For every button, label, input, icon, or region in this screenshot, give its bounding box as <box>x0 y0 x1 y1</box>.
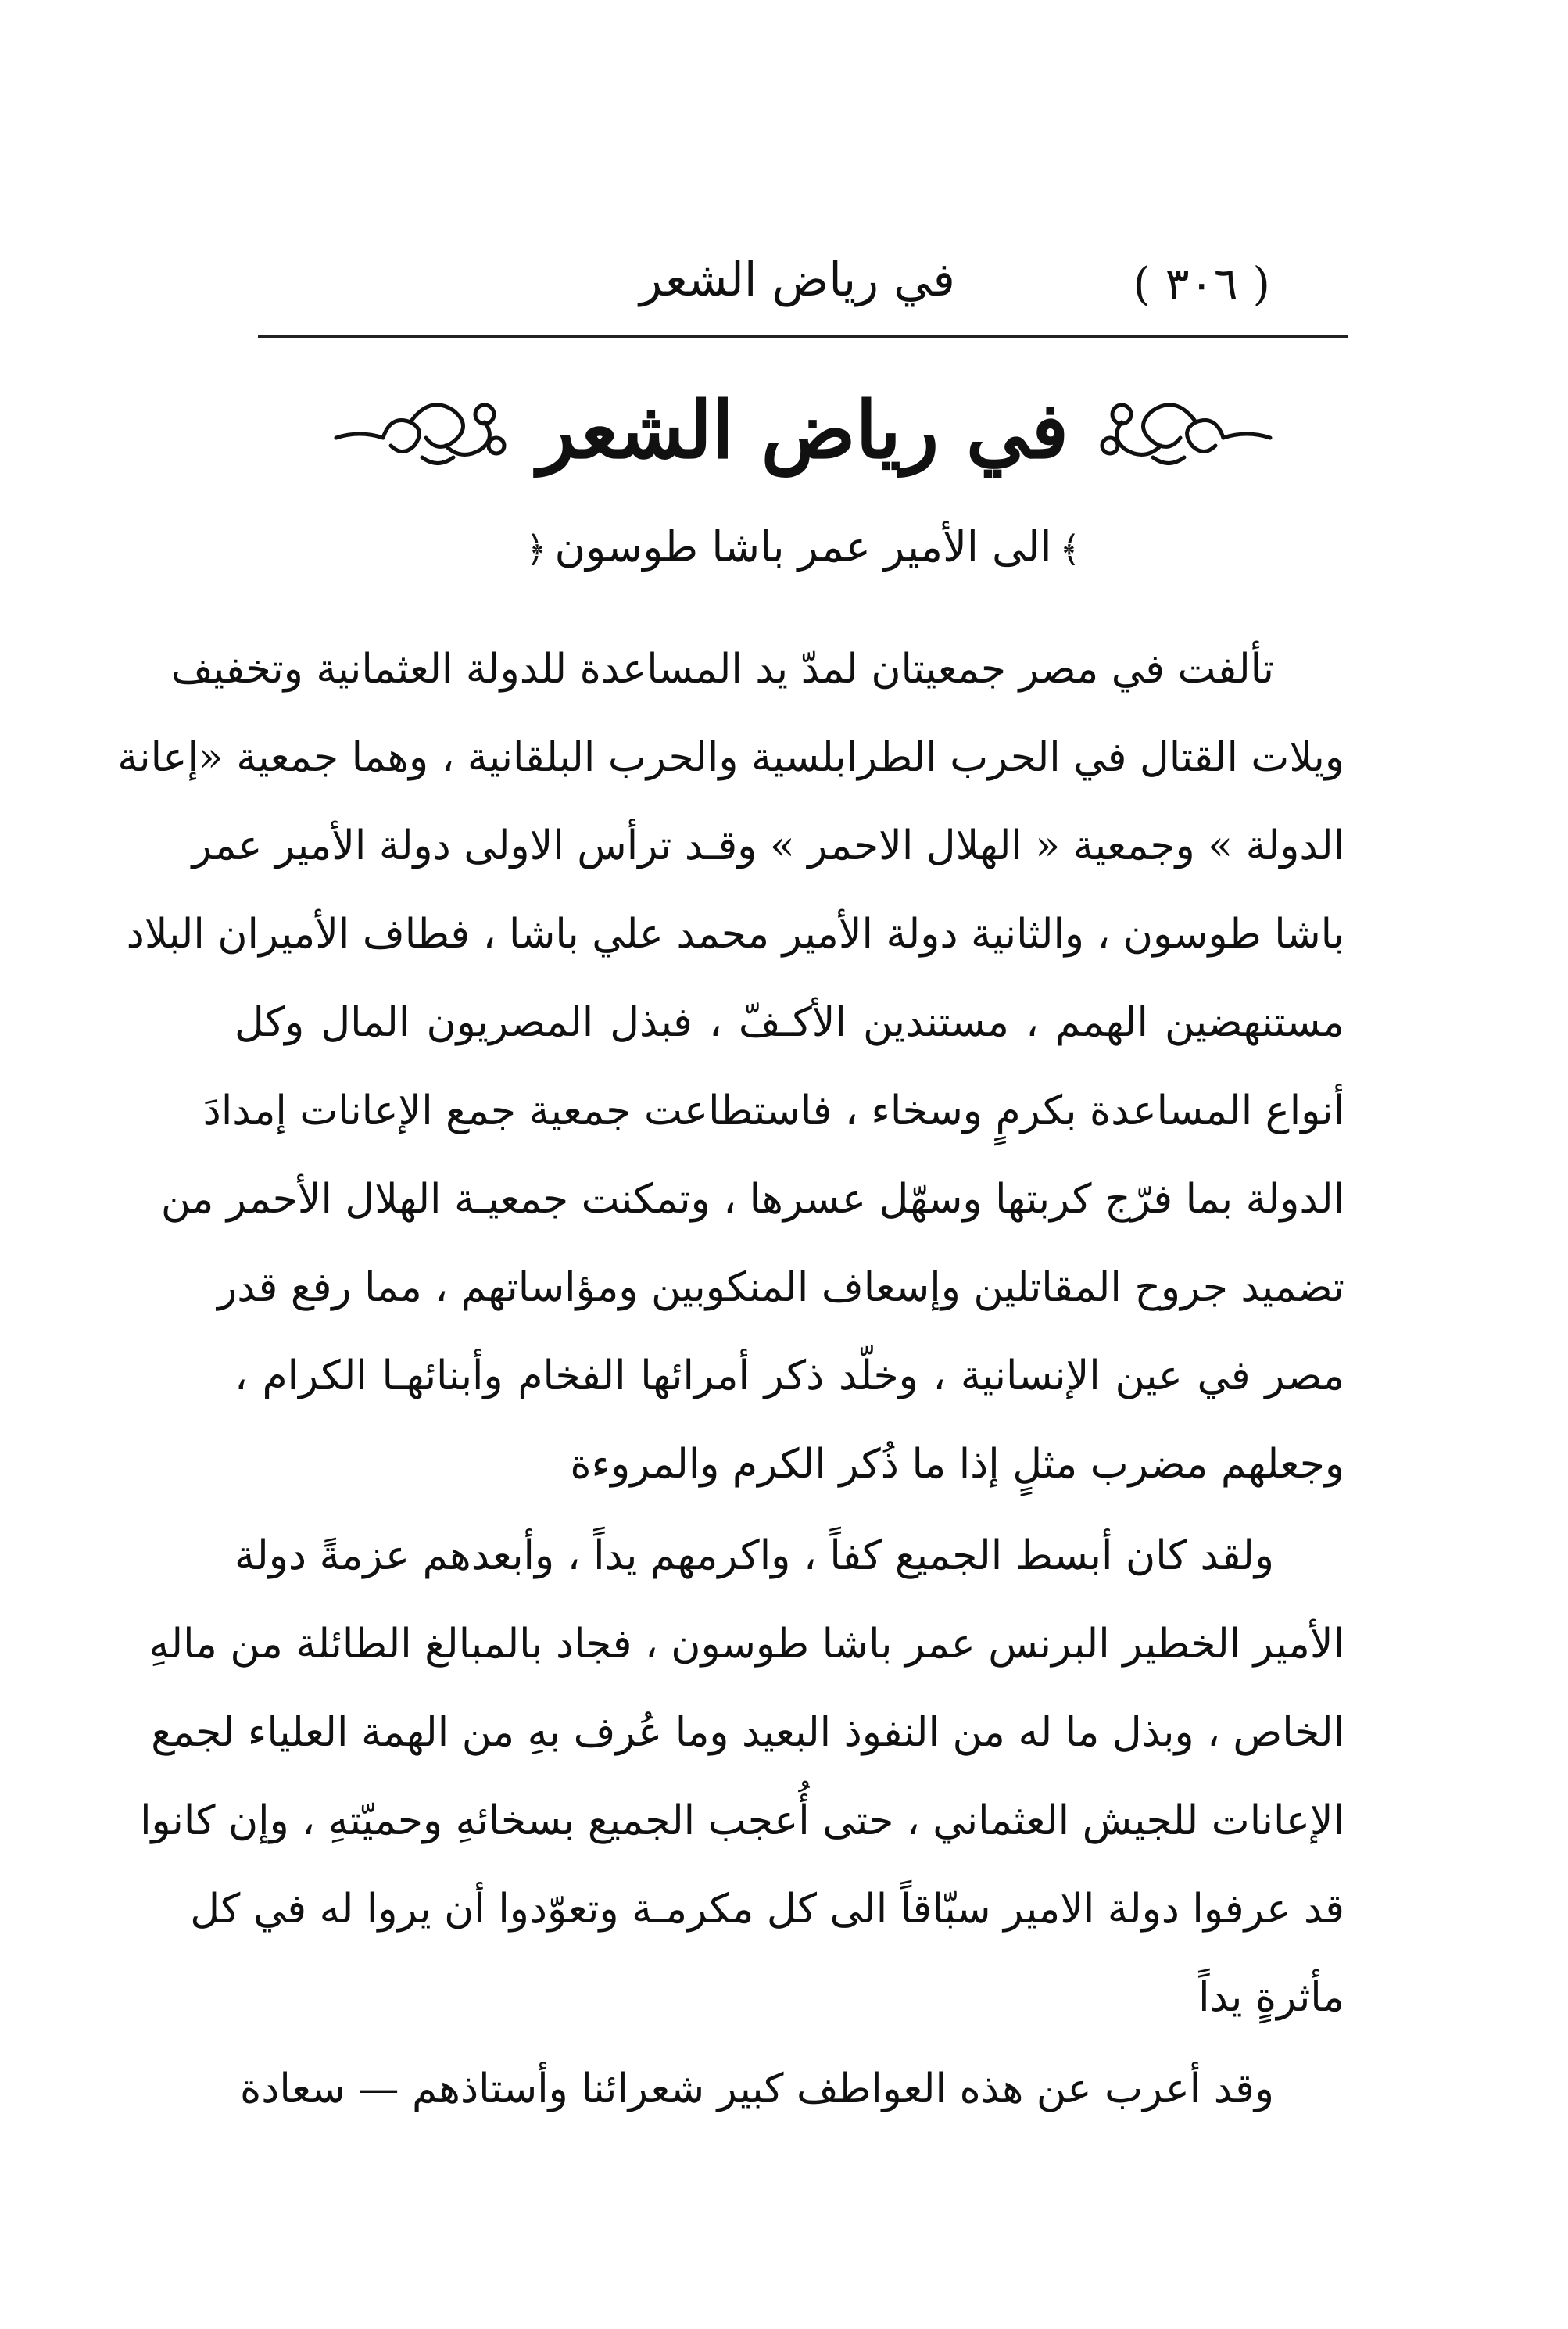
text-line: الخاص ، وبذل ما له من النفوذ البعيد وما عُرف بهِ من الهمة العلياء لجمع <box>151 1709 1344 1756</box>
section-heading <box>258 375 1348 485</box>
text-line: الدولة » وجمعية « الهلال الاحمر » وقـد ترأس الاولى دولة الأمير عمر <box>192 822 1344 869</box>
paragraph <box>234 2045 1344 2134</box>
subtitle-open-bracket: ﴾ <box>1059 528 1081 570</box>
text-line: قد عرفوا دولة الامير سبّاقاً الى كل مكرمـة وتعوّدوا أن يروا له في كل <box>190 1886 1344 1933</box>
text-line: أنواع المساعدة بكرمٍ وسخاء ، فاستطاعت جمعية جمع الإعانات إمدادَ <box>202 1087 1344 1134</box>
text-line: مستنهضين الهمم ، مستندين الأكـفّ ، فبذل المصريون المال وكل <box>234 999 1344 1046</box>
text-line: وجعلهم مضرب مثلٍ إذا ما ذُكر الكرم والمروءة <box>570 1441 1344 1488</box>
text-line: تألفت في مصر جمعيتان لمدّ يد المساعدة للدولة العثمانية وتخفيف <box>170 646 1274 693</box>
text-line: الإعانات للجيش العثماني ، حتى أُعجب الجميع بسخائهِ وحميّتهِ ، وإن كانوا <box>140 1797 1344 1844</box>
page-number: ( ٣٠٦ ) <box>1133 257 1270 310</box>
running-title: في رياض الشعر <box>639 253 955 307</box>
text-line: ولقد كان أبسط الجميع كفاً ، واكرمهم يداً ، وأبعدهم عزمةً دولة <box>234 1532 1274 1579</box>
right-flourish-icon <box>1090 383 1278 477</box>
text-line: الأمير الخطير البرنس عمر باشا طوسون ، فجاد بالمبالغ الطائلة من مالهِ <box>149 1621 1344 1668</box>
subtitle <box>258 516 1348 580</box>
text-line: ويلات القتال في الحرب الطرابلسية والحرب البلقانية ، وهما جمعية «إعانة <box>117 734 1344 781</box>
header-rule <box>258 335 1348 338</box>
paragraph <box>117 625 1344 1509</box>
text-line: وقد أعرب عن هذه العواطف كبير شعرائنا وأستاذهم — سعادة <box>239 2066 1274 2112</box>
running-header <box>262 250 1270 321</box>
text-line: مأثرةٍ يداً <box>1198 1974 1344 2021</box>
subtitle-text: الى الأمير عمر باشا طوسون <box>554 522 1052 572</box>
body-text <box>117 625 1344 2134</box>
text-line: مصر في عين الإنسانية ، وخلّد ذكر أمرائها الفخام وأبنائهـا الكرام ، <box>234 1353 1344 1399</box>
text-line: باشا طوسون ، والثانية دولة الأمير محمد علي باشا ، فطاف الأميران البلاد <box>126 911 1344 958</box>
left-flourish-icon <box>328 383 516 477</box>
subtitle-close-bracket: ﴿ <box>525 528 547 570</box>
section-title: في رياض الشعر <box>537 384 1069 476</box>
paragraph <box>140 1512 1344 2042</box>
text-line: الدولة بما فرّج كربتها وسهّل عسرها ، وتمكنت جمعيـة الهلال الأحمر من <box>160 1176 1344 1223</box>
text-line: تضميد جروح المقاتلين وإسعاف المنكوبين ومؤاساتهم ، مما رفع قدر <box>217 1264 1344 1311</box>
